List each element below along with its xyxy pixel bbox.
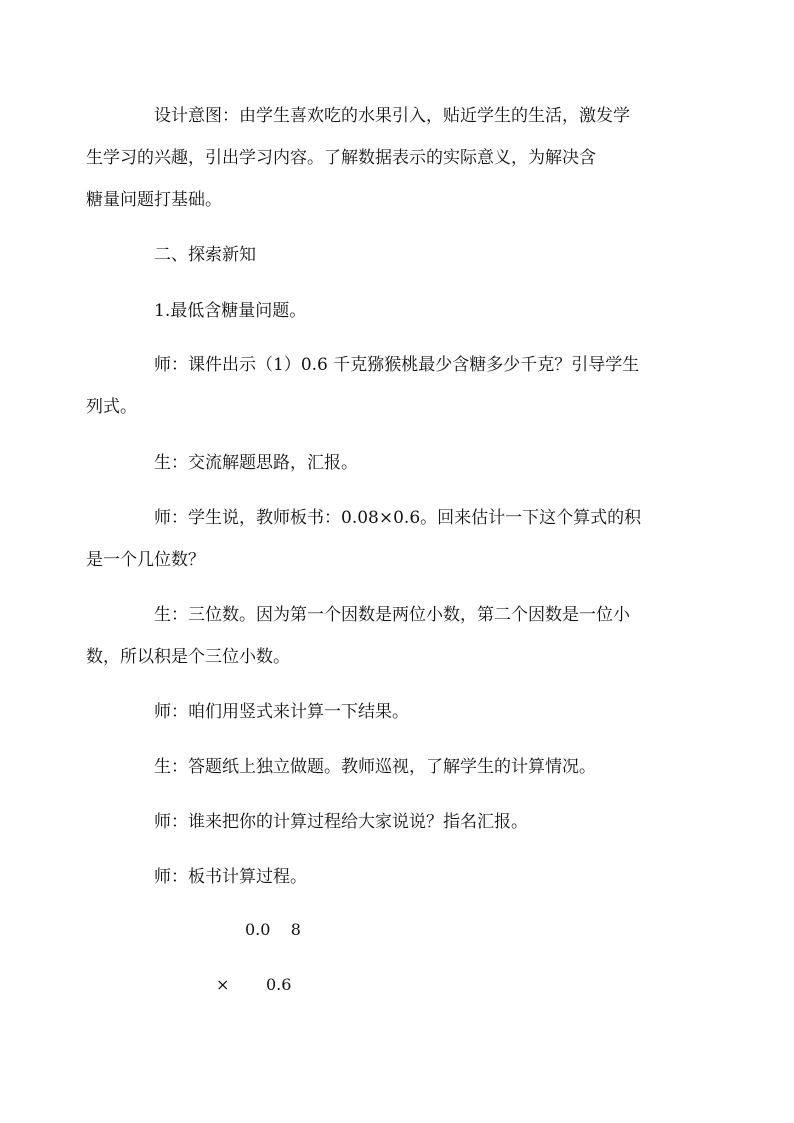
text-line: 师：谁来把你的计算过程给大家说说？指名汇报。	[154, 812, 528, 832]
student-paragraph	[120, 746, 680, 788]
student-paragraph	[120, 442, 680, 484]
subsection-heading	[120, 290, 680, 332]
text-line: 二、探索新知	[154, 245, 256, 265]
text-line: 数，所以积是个三位小数。	[86, 647, 290, 667]
text-line: 列式。	[86, 397, 137, 417]
design-intent-paragraph	[86, 95, 680, 221]
teacher-paragraph	[86, 344, 680, 428]
teacher-paragraph	[120, 691, 680, 733]
text-line: 设计意图：由学生喜欢吃的水果引入，贴近学生的生活，激发学	[154, 106, 630, 126]
teacher-paragraph	[86, 497, 680, 581]
multiplication-sign: ×	[216, 975, 230, 994]
calculation-row-multiplier: 0.6	[266, 975, 292, 994]
text-line: 生：交流解题思路，汇报。	[154, 453, 358, 473]
text-line: 1.最低含糖量问题。	[154, 301, 307, 321]
text-line: 师：咱们用竖式来计算一下结果。	[154, 702, 409, 722]
text-line: 师：板书计算过程。	[154, 867, 307, 887]
section-heading	[120, 234, 680, 276]
teacher-paragraph	[120, 856, 680, 898]
text-line: 生：三位数。因为第一个因数是两位小数，第二个因数是一位小	[154, 605, 630, 625]
text-line: 师：课件出示（1）0.6 千克猕猴桃最少含糖多少千克？引导学生	[154, 355, 640, 375]
text-line: 师：学生说，教师板书：0.08×0.6。回来估计一下这个算式的积	[154, 508, 642, 528]
text-line: 糖量问题打基础。	[86, 190, 222, 210]
text-line: 是一个几位数？	[86, 550, 205, 570]
calculation-row-multiplicand: 0.0 8	[245, 920, 301, 939]
text-line: 生：答题纸上独立做题。教师巡视，了解学生的计算情况。	[154, 757, 596, 777]
text-line: 生学习的兴趣，引出学习内容。了解数据表示的实际意义，为解决含	[86, 148, 596, 168]
teacher-paragraph	[120, 801, 680, 843]
student-paragraph	[86, 594, 680, 678]
